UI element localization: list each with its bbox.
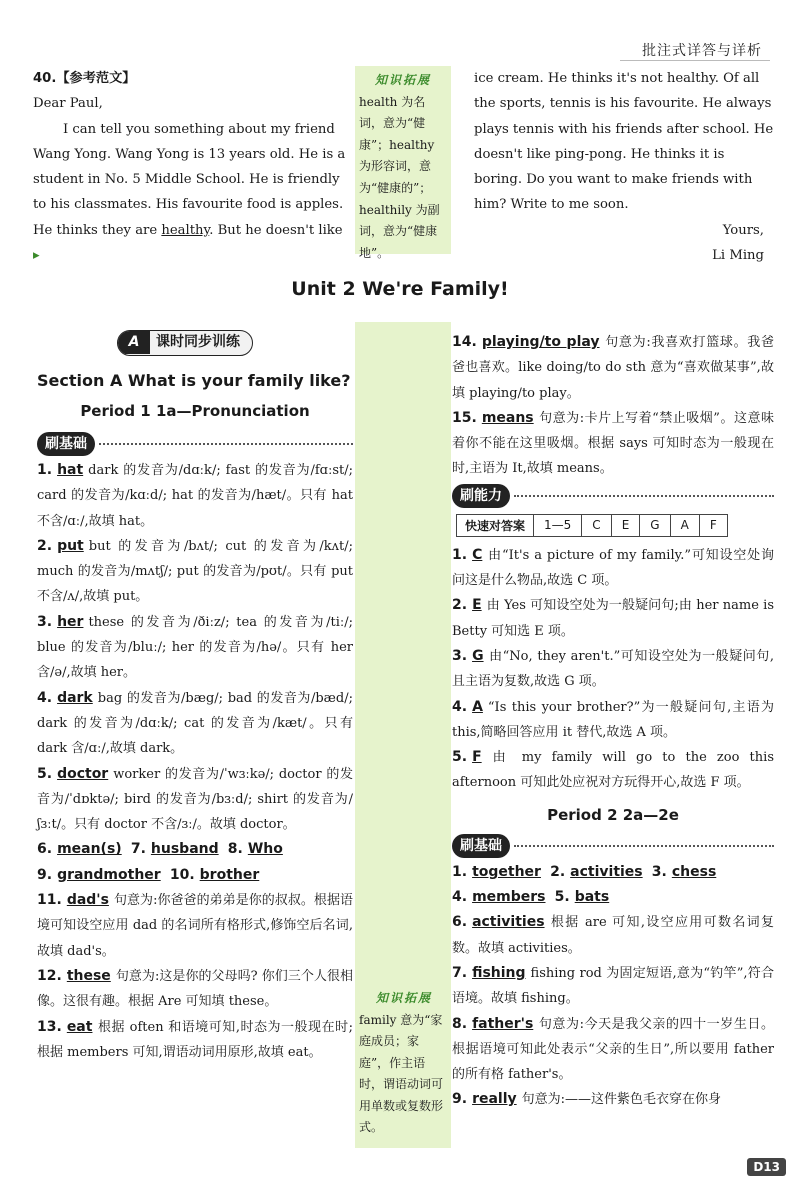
- item-explanation: 根据 often 和语境可知,时态为一般现在时;根据 members 可知,谓语动词用原形,故填 eat。: [37, 1019, 353, 1060]
- item-number: 1.: [452, 546, 468, 563]
- note-text: family 意为“家庭成员；家庭”，作主语时，谓语动词可用单数或复数形式。: [359, 1012, 444, 1134]
- signature-name: Li Ming: [712, 248, 764, 264]
- short-answer: 3. chess: [651, 863, 717, 880]
- answer-item: [452, 910, 774, 961]
- badge-letter: A: [118, 331, 150, 354]
- item-number: 6.: [452, 914, 468, 931]
- answer-item: [37, 888, 353, 964]
- answer-item: [452, 593, 774, 644]
- answer-item: [37, 458, 353, 534]
- item-explanation: these 的发音为/ðiːz/; tea 的发音为/tiː/; blue 的发音为/bluː/; her 的发音为/hə/。只有 her 含/ə/,故填 her。: [37, 614, 353, 681]
- item-explanation: fishing rod 为固定短语,意为“钓竿”,符合语境。故填 fishing。: [452, 965, 774, 1007]
- note-title: 知识拓展: [374, 73, 431, 87]
- short-answer: 5. bats: [554, 889, 610, 906]
- item-explanation: 句意为:这是你的父母吗? 你们三个人很相像。这很有趣。根据 Are 可知填 these。: [37, 968, 353, 1010]
- item-explanation: 句意为:你爸爸的弟弟是你的叔叔。根据语境可知设空应用 dad 的名词所有格形式,修饰空后名词,故填 dad's。: [37, 893, 353, 959]
- unit-title: Unit 2 We're Family!: [291, 278, 509, 300]
- short-answers: [37, 837, 353, 888]
- left-column: [37, 330, 353, 1065]
- item-explanation: 句意为:卡片上写着“禁止吸烟”。这意味着你不能在这里吸烟。根据 says 可知时态为一般现在时,主语为 It,故填 means。: [452, 410, 774, 477]
- item-number: 14.: [452, 334, 477, 350]
- item-answer: G: [472, 647, 484, 664]
- essay-left-column: [33, 66, 351, 268]
- basic-practice-bar: [37, 430, 353, 458]
- item-number: 9.: [452, 1091, 468, 1108]
- short-answer: 8. Who: [227, 841, 283, 858]
- short-answer: 2. activities: [550, 863, 643, 880]
- answer-item: [37, 1015, 353, 1066]
- basic-label: 刷基础: [37, 432, 95, 456]
- item-answer: put: [57, 537, 84, 554]
- item-answer: her: [57, 613, 84, 630]
- item-explanation: “Is this your brother?”为一般疑问句,主语为 this,简略回答应用 it 替代,故选 A 项。: [452, 699, 774, 740]
- item-explanation: 由 Yes 可知设空处为一般疑问句;由 her name is Betty 可知选 E 项。: [452, 598, 774, 639]
- basic-label-2: 刷基础: [452, 834, 510, 858]
- answer-item: [452, 644, 774, 695]
- item-answer: E: [472, 597, 482, 614]
- item-explanation: 句意为:——这件紫色毛衣穿在你身: [521, 1092, 722, 1108]
- essay-right-column: [474, 66, 774, 268]
- item-explanation: 句意为:今天是我父亲的四十一岁生日。根据语境可知此处表示“父亲的生日”,所以要用 father 的所有格 father's。: [452, 1016, 774, 1083]
- quick-answer-cell: G: [640, 514, 670, 536]
- item-number: 8.: [452, 1015, 468, 1032]
- item-number: 15.: [452, 409, 477, 426]
- item-number: 2.: [37, 537, 53, 554]
- answer-item: [452, 961, 774, 1012]
- answer-item: [37, 534, 353, 610]
- item-answer: eat: [66, 1018, 93, 1035]
- section-title: Section A What is your family like?: [37, 371, 351, 390]
- item-answer: playing/to play: [481, 334, 600, 350]
- sync-practice-badge: [117, 330, 253, 356]
- item-explanation: bag 的发音为/bæg/; bad 的发音为/bæd/; dark 的发音为/dɑːk/; cat 的发音为/kæt/。只有 dark 含/ɑː/,故填 dark。: [37, 690, 353, 757]
- item-number: 12.: [37, 967, 62, 984]
- item-answer: father's: [472, 1015, 534, 1032]
- essay-paragraph: I can tell you something about my friend Wang Yong. Wang Yong is 13 years old. He is a student in No. 5 Middle School. He is friendly to his classmates. His favourite food is apples. He thinks they are healthy. But he doesn't like ▸: [33, 121, 346, 264]
- answer-item: [37, 610, 353, 686]
- note-title: 知识拓展: [375, 991, 432, 1005]
- short-answer: 7. husband: [130, 841, 219, 858]
- closing: Yours,: [722, 222, 764, 238]
- item-answer: means: [481, 409, 534, 426]
- item-explanation: worker 的发音为/ˈwɜːkə/; doctor 的发音为/ˈdɒktə/; bird 的发音为/bɜːd/; shirt 的发音为/ʃɜːt/。只有 doctor 不含/ɜː/。故填 doctor。: [37, 766, 353, 833]
- item-explanation: but 的发音为/bʌt/; cut 的发音为/kʌt/; much 的发音为/mʌtʃ/; put 的发音为/pʊt/。只有 put 不含/ʌ/,故填 put。: [37, 538, 353, 605]
- knowledge-note-2: [359, 988, 449, 1139]
- essay-continuation: ice cream. He thinks it's not healthy. Of all the sports, tennis is his favourite. He always plays tennis with his friends after school. He doesn't like ping-pong. He thinks it is boring. Do you want to make friends with him? Write to me soon.: [474, 71, 774, 213]
- quick-answer-cell: F: [699, 514, 727, 536]
- item-explanation: 由 my family will go to the zoo this afternoon 可知此处应祝对方玩得开心,故选 F 项。: [452, 750, 774, 791]
- header-rule: [620, 60, 770, 61]
- quick-answer-table: [456, 514, 728, 537]
- note-text: health 为名词，意为“健康”；healthy 为形容词，意为“健康的”；healthily 为副词，意为“健康地”。: [359, 94, 440, 260]
- item-answer: dad's: [66, 892, 109, 909]
- item-answer: hat: [57, 462, 84, 478]
- item-number: 7.: [452, 964, 468, 981]
- quick-answer-cell: E: [611, 514, 640, 536]
- answer-item: [37, 762, 353, 838]
- answer-item: [37, 964, 353, 1015]
- item-answer: dark: [57, 689, 93, 706]
- item-number: 4.: [452, 698, 468, 715]
- item-number: 1.: [37, 462, 53, 478]
- arrow-icon: ▸: [33, 248, 40, 264]
- salutation: Dear Paul,: [33, 96, 103, 112]
- item-answer: A: [472, 698, 483, 715]
- answer-item: [452, 1087, 774, 1112]
- period2-title: Period 2 2a—2e: [547, 805, 679, 824]
- short-answer: 10. brother: [169, 866, 260, 883]
- short-answer: 9. grandmother: [37, 866, 161, 883]
- short-answer: 4. members: [452, 889, 546, 906]
- item-number: 4.: [37, 689, 53, 706]
- item-explanation: 根据 are 可知,设空应用可数名词复数。故填 activities。: [452, 915, 774, 956]
- item-answer: really: [472, 1091, 517, 1108]
- page-number: D13: [747, 1158, 786, 1176]
- quick-answer-cell: C: [582, 514, 611, 536]
- item-explanation: 句意为:我喜欢打篮球。我爸爸也喜欢。like doing/to do sth 意为“喜欢做某事”,故填 playing/to play。: [452, 335, 774, 401]
- item-number: 13.: [37, 1018, 62, 1035]
- page-header: 批注式详答与详析: [642, 43, 762, 59]
- quick-range: 1—5: [534, 514, 582, 536]
- highlight-healthy: healthy: [161, 222, 210, 238]
- item-number: 3.: [452, 647, 468, 664]
- short-answers-2: [452, 860, 774, 911]
- item-number: 2.: [452, 597, 468, 614]
- answer-item: [452, 745, 774, 796]
- ability-label: 刷能力: [452, 484, 510, 508]
- item-answer: doctor: [57, 765, 109, 782]
- item-explanation: 由“It's a picture of my family.”可知设空处询问这是什么物品,故选 C 项。: [452, 547, 774, 589]
- answer-item: [452, 330, 774, 406]
- item-number: 5.: [37, 765, 53, 782]
- badge-text: 课时同步训练: [156, 334, 240, 350]
- answer-item: [452, 406, 774, 482]
- period-title: Period 1 1a—Pronunciation: [80, 402, 310, 420]
- answer-item: [37, 686, 353, 762]
- answer-item: [452, 1012, 774, 1088]
- short-answer: 1. together: [452, 863, 541, 880]
- item-number: 3.: [37, 613, 53, 630]
- knowledge-note-1: [355, 66, 451, 260]
- item-answer: these: [66, 967, 111, 984]
- q40-number: 40.: [33, 71, 57, 86]
- q40-tag: 【参考范文】: [56, 71, 136, 86]
- right-column: [452, 330, 774, 1113]
- item-explanation: dark 的发音为/dɑːk/; fast 的发音为/fɑːst/; card 的发音为/kɑːd/; hat 的发音为/hæt/。只有 hat 不含/ɑː/,故填 hat。: [37, 463, 353, 529]
- item-explanation: 由“No, they aren't.”可知设空处为一般疑问句,且主语为复数,故选 G 项。: [452, 648, 774, 690]
- basic-practice-bar-2: [452, 832, 774, 860]
- item-answer: C: [472, 546, 483, 563]
- item-answer: fishing: [472, 964, 526, 981]
- item-answer: activities: [472, 914, 545, 931]
- item-answer: F: [472, 749, 482, 766]
- ability-practice-bar: [452, 482, 774, 510]
- answer-item: [452, 695, 774, 746]
- short-answer: 6. mean(s): [37, 841, 122, 858]
- item-number: 11.: [37, 892, 62, 909]
- answer-item: [452, 543, 774, 594]
- item-number: 5.: [452, 749, 468, 766]
- quick-label: 快速对答案: [457, 514, 534, 536]
- quick-answer-cell: A: [670, 514, 699, 536]
